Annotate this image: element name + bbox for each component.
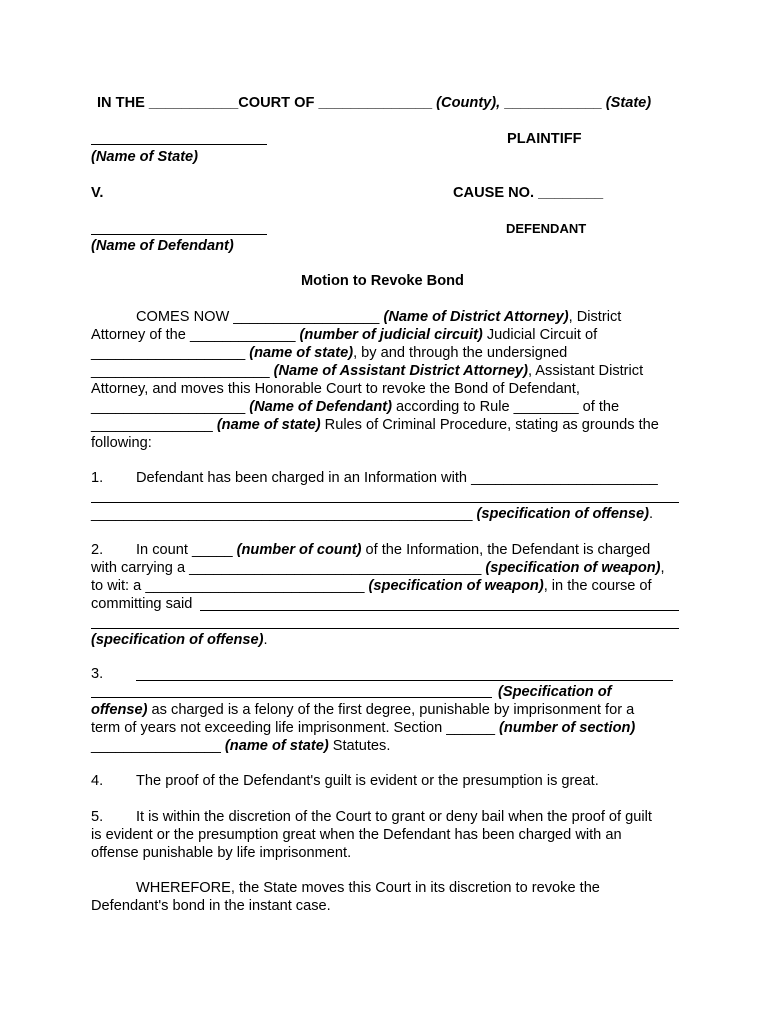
plaintiff-label: PLAINTIFF <box>507 131 582 147</box>
defendant-label: DEFENDANT <box>506 221 587 236</box>
cause-number: CAUSE NO. ________ <box>453 185 604 201</box>
offense-blank-line-2 <box>91 628 679 629</box>
item3-blank-line-2 <box>91 697 492 698</box>
wherefore-paragraph: WHEREFORE, the State moves this Court in its discretion to revoke the Defendant's bond in the instant case. <box>91 880 600 914</box>
item-5: 5. It is within the discretion of the Court to grant or deny bail when the proof of guilt is evident or the presumption great when the Defendant has been charged with an offense punishable by life imprisonment. <box>91 809 652 861</box>
item3-blank-line <box>136 680 673 681</box>
plaintiff-signature-line <box>91 144 267 145</box>
document-title: Motion to Revoke Bond <box>301 273 464 289</box>
item-2: 2. In count _____ (number of count) of the Information, the Defendant is charged with carrying a ____________________________________ (specification of weapon), to wit: a ___________________________ (specification of weapon), in the course of committing said (specification of offense). <box>91 542 665 648</box>
county-label: (County), <box>436 95 501 111</box>
name-of-defendant-label: (Name of Defendant) <box>91 238 234 254</box>
item-1: 1. Defendant has been charged in an Information with _______________________ _______________________________________________ (specification of offense). <box>91 470 658 522</box>
committing-blank-line <box>200 610 679 611</box>
state-blank: ____________ <box>504 95 602 111</box>
court-caption-line <box>97 94 651 112</box>
state-label: (State) <box>605 95 652 111</box>
name-of-state-label: (Name of State) <box>91 149 199 165</box>
defendant-signature-line <box>91 234 267 235</box>
offense-blank-line <box>91 502 679 503</box>
in-the: IN THE <box>97 95 145 111</box>
item-number: 1. <box>91 470 104 486</box>
versus-label: V. <box>91 185 104 201</box>
court-blank: ___________ <box>148 95 239 111</box>
item-4: 4. The proof of the Defendant's guilt is evident or the presumption is great. <box>91 773 599 789</box>
item-3: 3. (Specification of offense) as charged is a felony of the first degree, punishable by imprisonment for a term of years not exceeding life imprisonment. Section ______ (number of section) ________________ (name of state) Statutes. <box>91 666 636 754</box>
intro-paragraph: COMES NOW __________________ (Name of District Attorney), District Attorney of the _____________ (number of judicial circuit) Judicial Circuit of ___________________ (name of state), by and through the undersigned ______________________ (Name of Assistant District Attorney), Assistant District Attorney, and moves this Honorable Court to revoke the Bond of Defendant, ___________________ (Name of Defendant) according to Rule ________ of the _______________ (name of state) Rules of Criminal Procedure, stating as grounds the following: <box>91 309 659 451</box>
county-blank: ______________ <box>318 95 433 111</box>
court-of: COURT OF <box>238 95 315 111</box>
